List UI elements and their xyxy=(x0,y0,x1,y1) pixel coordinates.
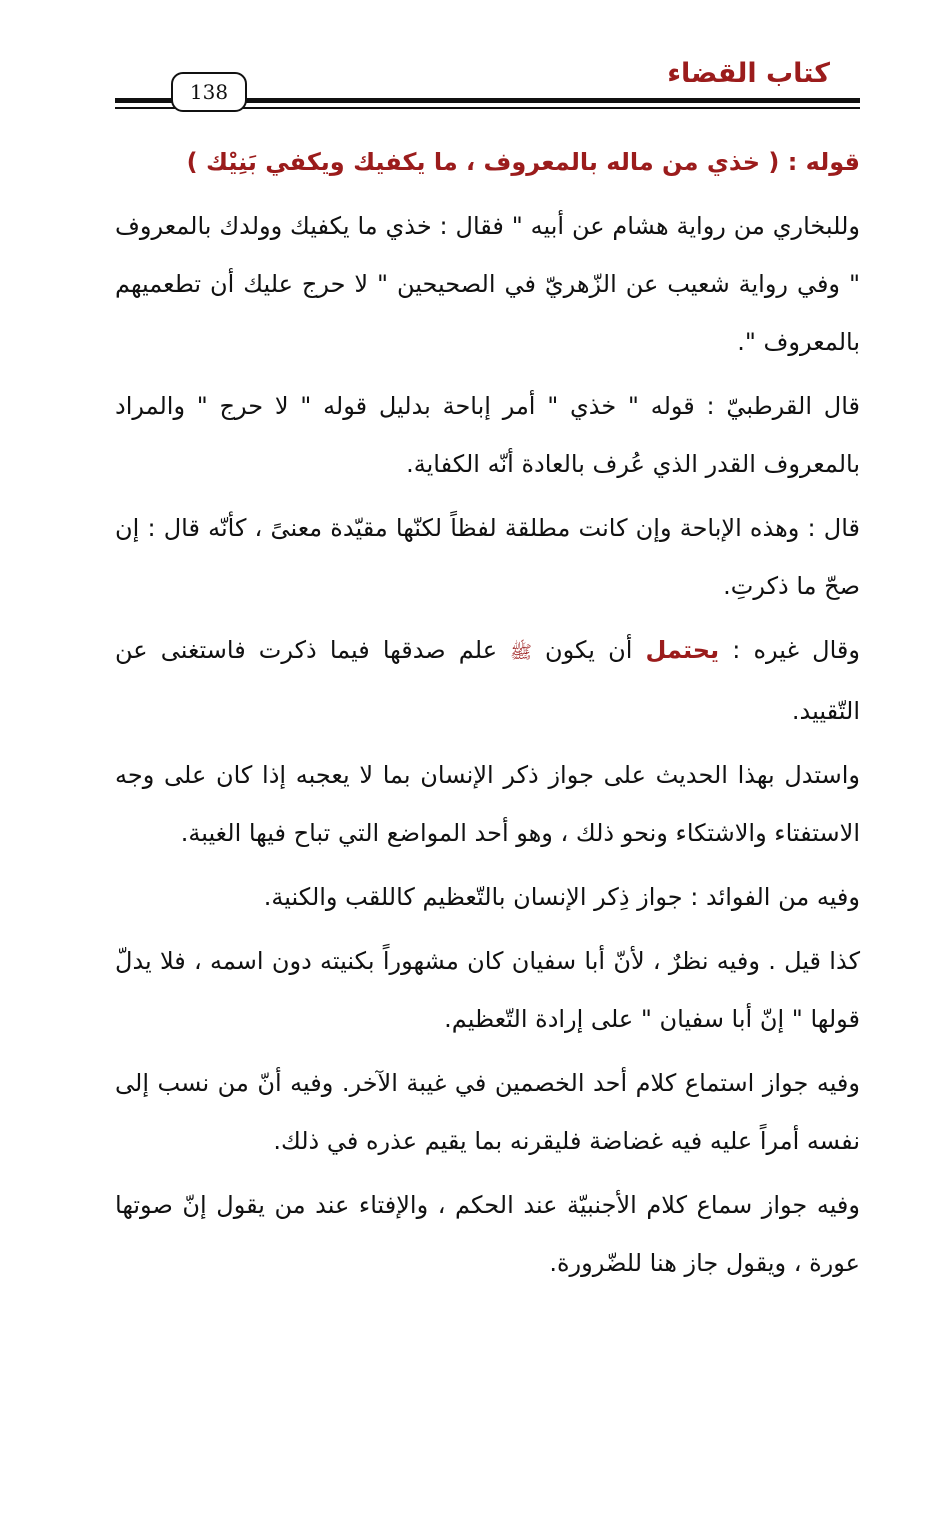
paragraph-text: علم صدقها فيما ذكرت فاستغنى عن التّقييد. xyxy=(115,636,860,725)
paragraph-text: أن يكون xyxy=(531,636,646,664)
paragraph: قال القرطبيّ : قوله " خذي " أمر إباحة بدليل قوله " لا حرج " والمراد بالمعروف القدر الذي عُرف بالعادة أنّه الكفاية. xyxy=(115,392,860,478)
paragraph: واستدل بهذا الحديث على جواز ذكر الإنسان بما لا يعجبه إذا كان على وجه الاستفتاء والاشتكاء ونحو ذلك ، وهو أحد المواضع التي تباح فيها الغيبة. xyxy=(115,761,860,847)
paragraph: وللبخاري من رواية هشام عن أبيه " فقال : خذي ما يكفيك وولدك بالمعروف " وفي رواية شعيب عن الزّهريّ في الصحيحين " لا حرج عليك أن تطعميهم بالمعروف ". xyxy=(115,212,860,356)
paragraph-heading xyxy=(115,133,860,191)
book-title: كتاب القضاء xyxy=(667,58,830,89)
paragraph: قال : وهذه الإباحة وإن كانت مطلقة لفظاً لكنّها مقيّدة معنىً ، كأنّه قال : إن صحّ ما ذكرتِ. xyxy=(115,514,860,600)
paragraph: وفيه جواز استماع كلام أحد الخصمين في غيبة الآخر. وفيه أنّ من نسب إلى نفسه أمراً عليه فيه غضاضة فليقرنه بما يقيم عذره في ذلك. xyxy=(115,1069,860,1155)
page-header xyxy=(115,58,860,118)
highlighted-word: يحتمل xyxy=(645,636,720,664)
hadith-quote-heading: قوله : ( خذي من ماله بالمعروف ، ما يكفيك ويكفي بَنِيْك ) xyxy=(186,148,860,176)
paragraph: وفيه من الفوائد : جواز ذِكر الإنسان بالتّعظيم كاللقب والكنية. xyxy=(263,883,860,911)
body-text xyxy=(115,133,860,1298)
paragraph-text: وقال غيره : xyxy=(719,636,860,664)
paragraph: كذا قيل . وفيه نظرٌ ، لأنّ أبا سفيان كان مشهوراً بكنيته دون اسمه ، فلا يدلّ قولها " إنّ أبا سفيان " على إرادة التّعظيم. xyxy=(115,947,860,1033)
page-number: 138 xyxy=(171,72,247,112)
paragraph xyxy=(115,621,860,740)
paragraph: وفيه جواز سماع كلام الأجنبيّة عند الحكم ، والإفتاء عند من يقول إنّ صوتها عورة ، ويقول جاز هنا للضّرورة. xyxy=(115,1191,860,1277)
honorific-symbol: ﷺ xyxy=(510,642,532,663)
